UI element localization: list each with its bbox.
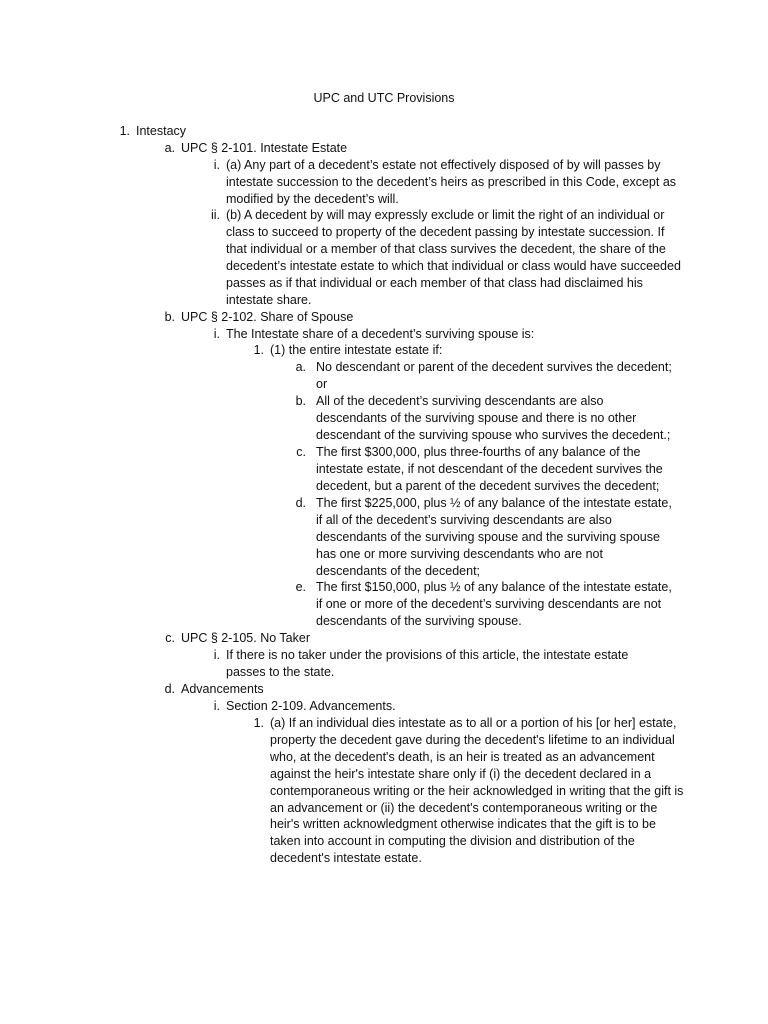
outline-item-d-i-1 xyxy=(253,715,684,867)
outline-marker: d. xyxy=(164,682,175,696)
outline-item-a xyxy=(164,140,681,157)
outline-marker: a. xyxy=(295,360,306,374)
outline-marker: i. xyxy=(213,327,220,341)
outline-marker: i. xyxy=(213,158,220,172)
outline-item-c xyxy=(165,630,681,647)
outline-item-b-i-1-e xyxy=(295,579,676,630)
outline-marker: ii. xyxy=(210,208,220,222)
outline-marker: b. xyxy=(164,310,175,324)
outline-text: The first $225,000, plus ½ of any balance of the intestate estate, if all of the decedent’s surviving descendants are also descendants of the surviving spouse and the surviving spouse has one or more surviving descendants who are not descendants of the decedent; xyxy=(316,496,672,578)
outline-marker: c. xyxy=(296,445,306,459)
outline-text: (b) A decedent by will may expressly exclude or limit the right of an individual or class to succeed to property of the decedent passing by intestate succession. If that individual or a member of that class survives the decedent, the share of the decedent’s intestate estate to which that individual or class would have succeeded passes as if that individual or each member of that class had disclaimed his intestate share. xyxy=(226,208,681,307)
outline-item-b-i-1-c xyxy=(296,444,676,495)
outline-item-1 xyxy=(119,123,636,140)
outline-item-c-i xyxy=(213,647,656,681)
outline-item-b-i-1-a xyxy=(295,359,676,393)
outline-marker: 1. xyxy=(253,343,264,357)
outline-text: The Intestate share of a decedent’s surviving spouse is: xyxy=(226,327,535,341)
outline-marker: i. xyxy=(213,699,220,713)
outline-text: UPC § 2-102. Share of Spouse xyxy=(181,310,354,324)
outline-marker: d. xyxy=(295,496,306,510)
outline-text: (1) the entire intestate estate if: xyxy=(270,343,443,357)
outline-text: (a) If an individual dies intestate as to all or a portion of his [or her] estate, property the decedent gave during the decedent's lifetime to an individual who, at the decedent's death, is an heir is treated as an advancement against the heir's intestate share only if (i) the decedent declared in a contemporaneous writing or the heir acknowledged in writing that the gift is an advancement or (ii) the decedent's contemporaneous writing or the heir's written acknowledgment otherwise indicates that the gift is to be taken into account in computing the division and distribution of the decedent's intestate estate. xyxy=(270,716,684,866)
outline-marker: b. xyxy=(295,394,306,408)
outline-item-b xyxy=(164,309,681,326)
outline-text: All of the decedent’s surviving descendants are also descendants of the surviving spouse and there is no other descendant of the surviving spouse who survives the decedent.; xyxy=(316,394,671,442)
outline-item-b-i-1 xyxy=(253,342,684,359)
outline-item-b-i xyxy=(213,326,684,343)
outline-item-a-ii xyxy=(210,207,684,308)
outline-marker: c. xyxy=(165,631,175,645)
outline-marker: i. xyxy=(213,648,220,662)
outline-text: (a) Any part of a decedent’s estate not effectively disposed of by will passes by intestate succession to the decedent’s heirs as prescribed in this Code, except as modified by the decedent’s will. xyxy=(226,158,677,206)
outline-text: If there is no taker under the provisions of this article, the intestate estate passes to the state. xyxy=(226,648,629,679)
outline-text: Intestacy xyxy=(136,124,187,138)
outline-text: Advancements xyxy=(181,682,264,696)
outline-item-b-i-1-b xyxy=(295,393,676,444)
outline-text: No descendant or parent of the decedent survives the decedent; or xyxy=(316,360,672,391)
page-title: UPC and UTC Provisions xyxy=(313,91,455,105)
outline-marker: a. xyxy=(164,141,175,155)
outline-marker: 1. xyxy=(253,716,264,730)
outline-item-a-i xyxy=(213,157,684,208)
outline-text: The first $150,000, plus ½ of any balance of the intestate estate, if one or more of the decedent’s surviving descendants are not descendants of the surviving spouse. xyxy=(316,580,672,628)
outline-text: UPC § 2-105. No Taker xyxy=(181,631,310,645)
outline-text: UPC § 2-101. Intestate Estate xyxy=(181,141,348,155)
outline-marker: e. xyxy=(295,580,306,594)
outline-item-b-i-1-d xyxy=(295,495,676,580)
outline-text: Section 2-109. Advancements. xyxy=(226,699,396,713)
outline-item-d-i xyxy=(213,698,684,715)
outline-marker: 1. xyxy=(119,124,130,138)
outline-item-d xyxy=(164,681,681,698)
outline-text: The first $300,000, plus three-fourths of any balance of the intestate estate, if not descendant of the decedent survives the decedent, but a parent of the decedent survives the decedent; xyxy=(316,445,663,493)
